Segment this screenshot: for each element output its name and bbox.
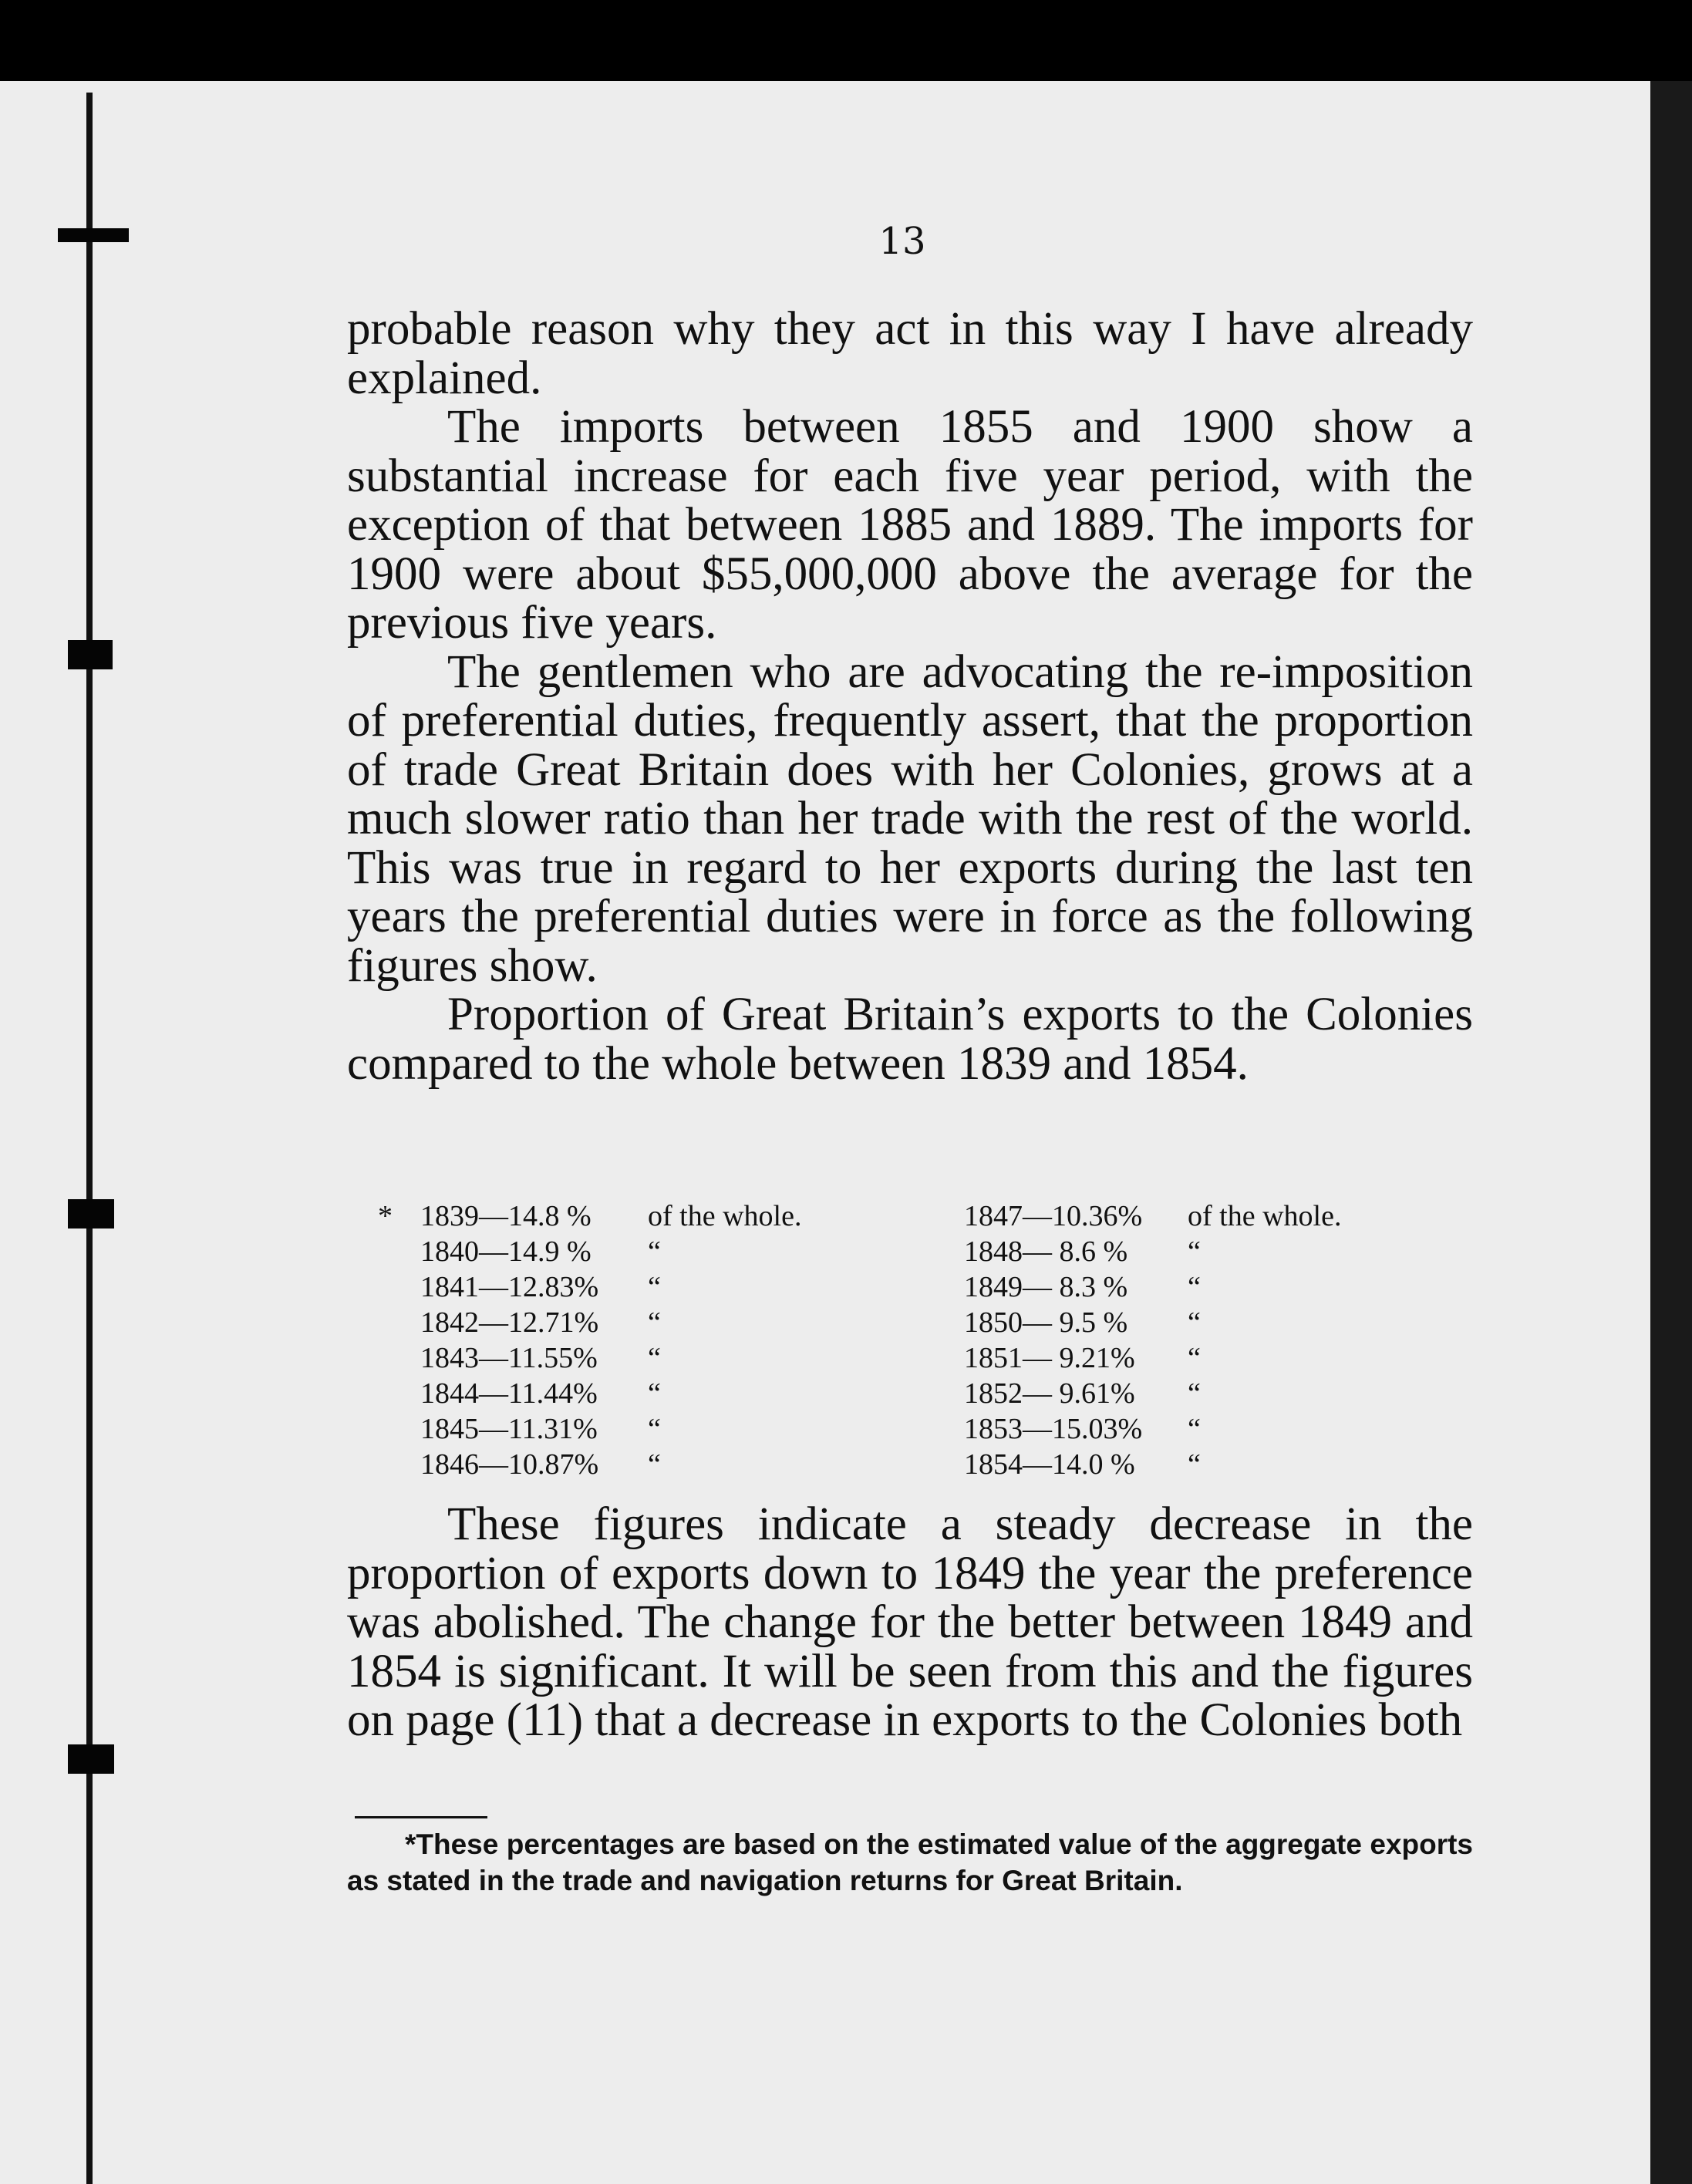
table-cell-year-left: 1840—14.9 % — [420, 1235, 592, 1268]
table-cell-year-left: 1842—12.71% — [420, 1306, 599, 1339]
paragraph: These figures indicate a steady decrease in the proportion of exports down to 1849 the year the preference was abolished. The change for the better between 1849 and 1854 is significant. It will be seen from this and the figures on page (11) that a decrease in exports to the Colonies both — [347, 1498, 1473, 1746]
table-row — [378, 1448, 1473, 1483]
table-row — [378, 1377, 1473, 1412]
table-row — [378, 1341, 1473, 1377]
table-cell-year-right: 1848— 8.6 % — [964, 1235, 1128, 1268]
table-cell-note-right: “ — [1188, 1342, 1201, 1374]
table-cell-note-left: “ — [648, 1342, 661, 1374]
table-cell-note-left: “ — [648, 1271, 661, 1303]
footnote: *These percentages are based on the estimated value of the aggregate exports as stated in the trade and navigation returns for Great Britain. — [347, 1828, 1473, 1896]
table-cell-year-left: 1843—11.55% — [420, 1342, 598, 1374]
table-cell-note-right: “ — [1188, 1448, 1201, 1481]
table-cell-note-right: “ — [1188, 1377, 1201, 1410]
scan-edge-shadow — [1650, 81, 1692, 2184]
table-cell-note-right: “ — [1188, 1271, 1201, 1303]
table-cell-note-left: “ — [648, 1448, 661, 1481]
table-cell-note-right: “ — [1188, 1306, 1201, 1339]
binding-staple-mark — [58, 228, 129, 242]
binding-staple-mark — [68, 640, 113, 669]
binding-staple-mark — [68, 1199, 114, 1228]
table-cell-year-right: 1854—14.0 % — [964, 1448, 1135, 1481]
table-cell-year-right: 1849— 8.3 % — [964, 1271, 1128, 1303]
table-cell-year-left: 1845—11.31% — [420, 1413, 598, 1445]
table-row — [378, 1270, 1473, 1306]
footnote-rule — [355, 1816, 487, 1818]
table-cell-note-left: “ — [648, 1306, 661, 1339]
table-row — [378, 1235, 1473, 1270]
table-cell-note-right: of the whole. — [1188, 1200, 1342, 1232]
paragraph: The imports between 1855 and 1900 show a substantial increase for each five year period, with the exception of that between 1885 and 1889. The imports for 1900 were about $55,000,000 above the average for the previous five years. — [347, 401, 1473, 649]
table-cell-year-left: 1844—11.44% — [420, 1377, 598, 1410]
table-cell-year-right: 1850— 9.5 % — [964, 1306, 1128, 1339]
body-text-bottom — [347, 1500, 1473, 1745]
binding-staple-mark — [68, 1744, 114, 1774]
paragraph: Proportion of Great Britain’s exports to the Colonies compared to the whole between 1839 and 1854. — [347, 989, 1473, 1090]
table-cell-year-right: 1853—15.03% — [964, 1413, 1143, 1445]
paragraph: The gentlemen who are advocating the re-imposition of preferential duties, frequently assert, that the proportion of trade Great Britain does with her Colonies, grows at a much slower ratio than her trade with the rest of the world. This was true in regard to her exports during the last ten years the preferential duties were in force as the following figures show. — [347, 645, 1473, 992]
table-row — [378, 1412, 1473, 1448]
table-cell-note-left: of the whole. — [648, 1200, 802, 1232]
table-cell-note-right: “ — [1188, 1413, 1201, 1445]
table-cell-year-left: 1846—10.87% — [420, 1448, 599, 1481]
table-cell-note-right: “ — [1188, 1235, 1201, 1268]
table-cell-year-left: 1839—14.8 % — [420, 1200, 592, 1232]
export-percentage-table — [378, 1199, 1473, 1483]
page-number: 13 — [878, 220, 926, 263]
paragraph: probable reason why they act in this way I have already explained. — [347, 303, 1473, 404]
table-cell-year-right: 1847—10.36% — [964, 1200, 1143, 1232]
table-row — [378, 1306, 1473, 1341]
table-cell-year-right: 1852— 9.61% — [964, 1377, 1135, 1410]
body-text-top — [347, 305, 1473, 1088]
table-row — [378, 1199, 1473, 1235]
table-cell-note-left: “ — [648, 1413, 661, 1445]
table-cell-note-left: “ — [648, 1377, 661, 1410]
footnote-marker: * — [378, 1200, 393, 1232]
table-cell-year-right: 1851— 9.21% — [964, 1342, 1135, 1374]
binding-edge-line — [86, 93, 93, 2184]
table-cell-year-left: 1841—12.83% — [420, 1271, 599, 1303]
table-cell-note-left: “ — [648, 1235, 661, 1268]
